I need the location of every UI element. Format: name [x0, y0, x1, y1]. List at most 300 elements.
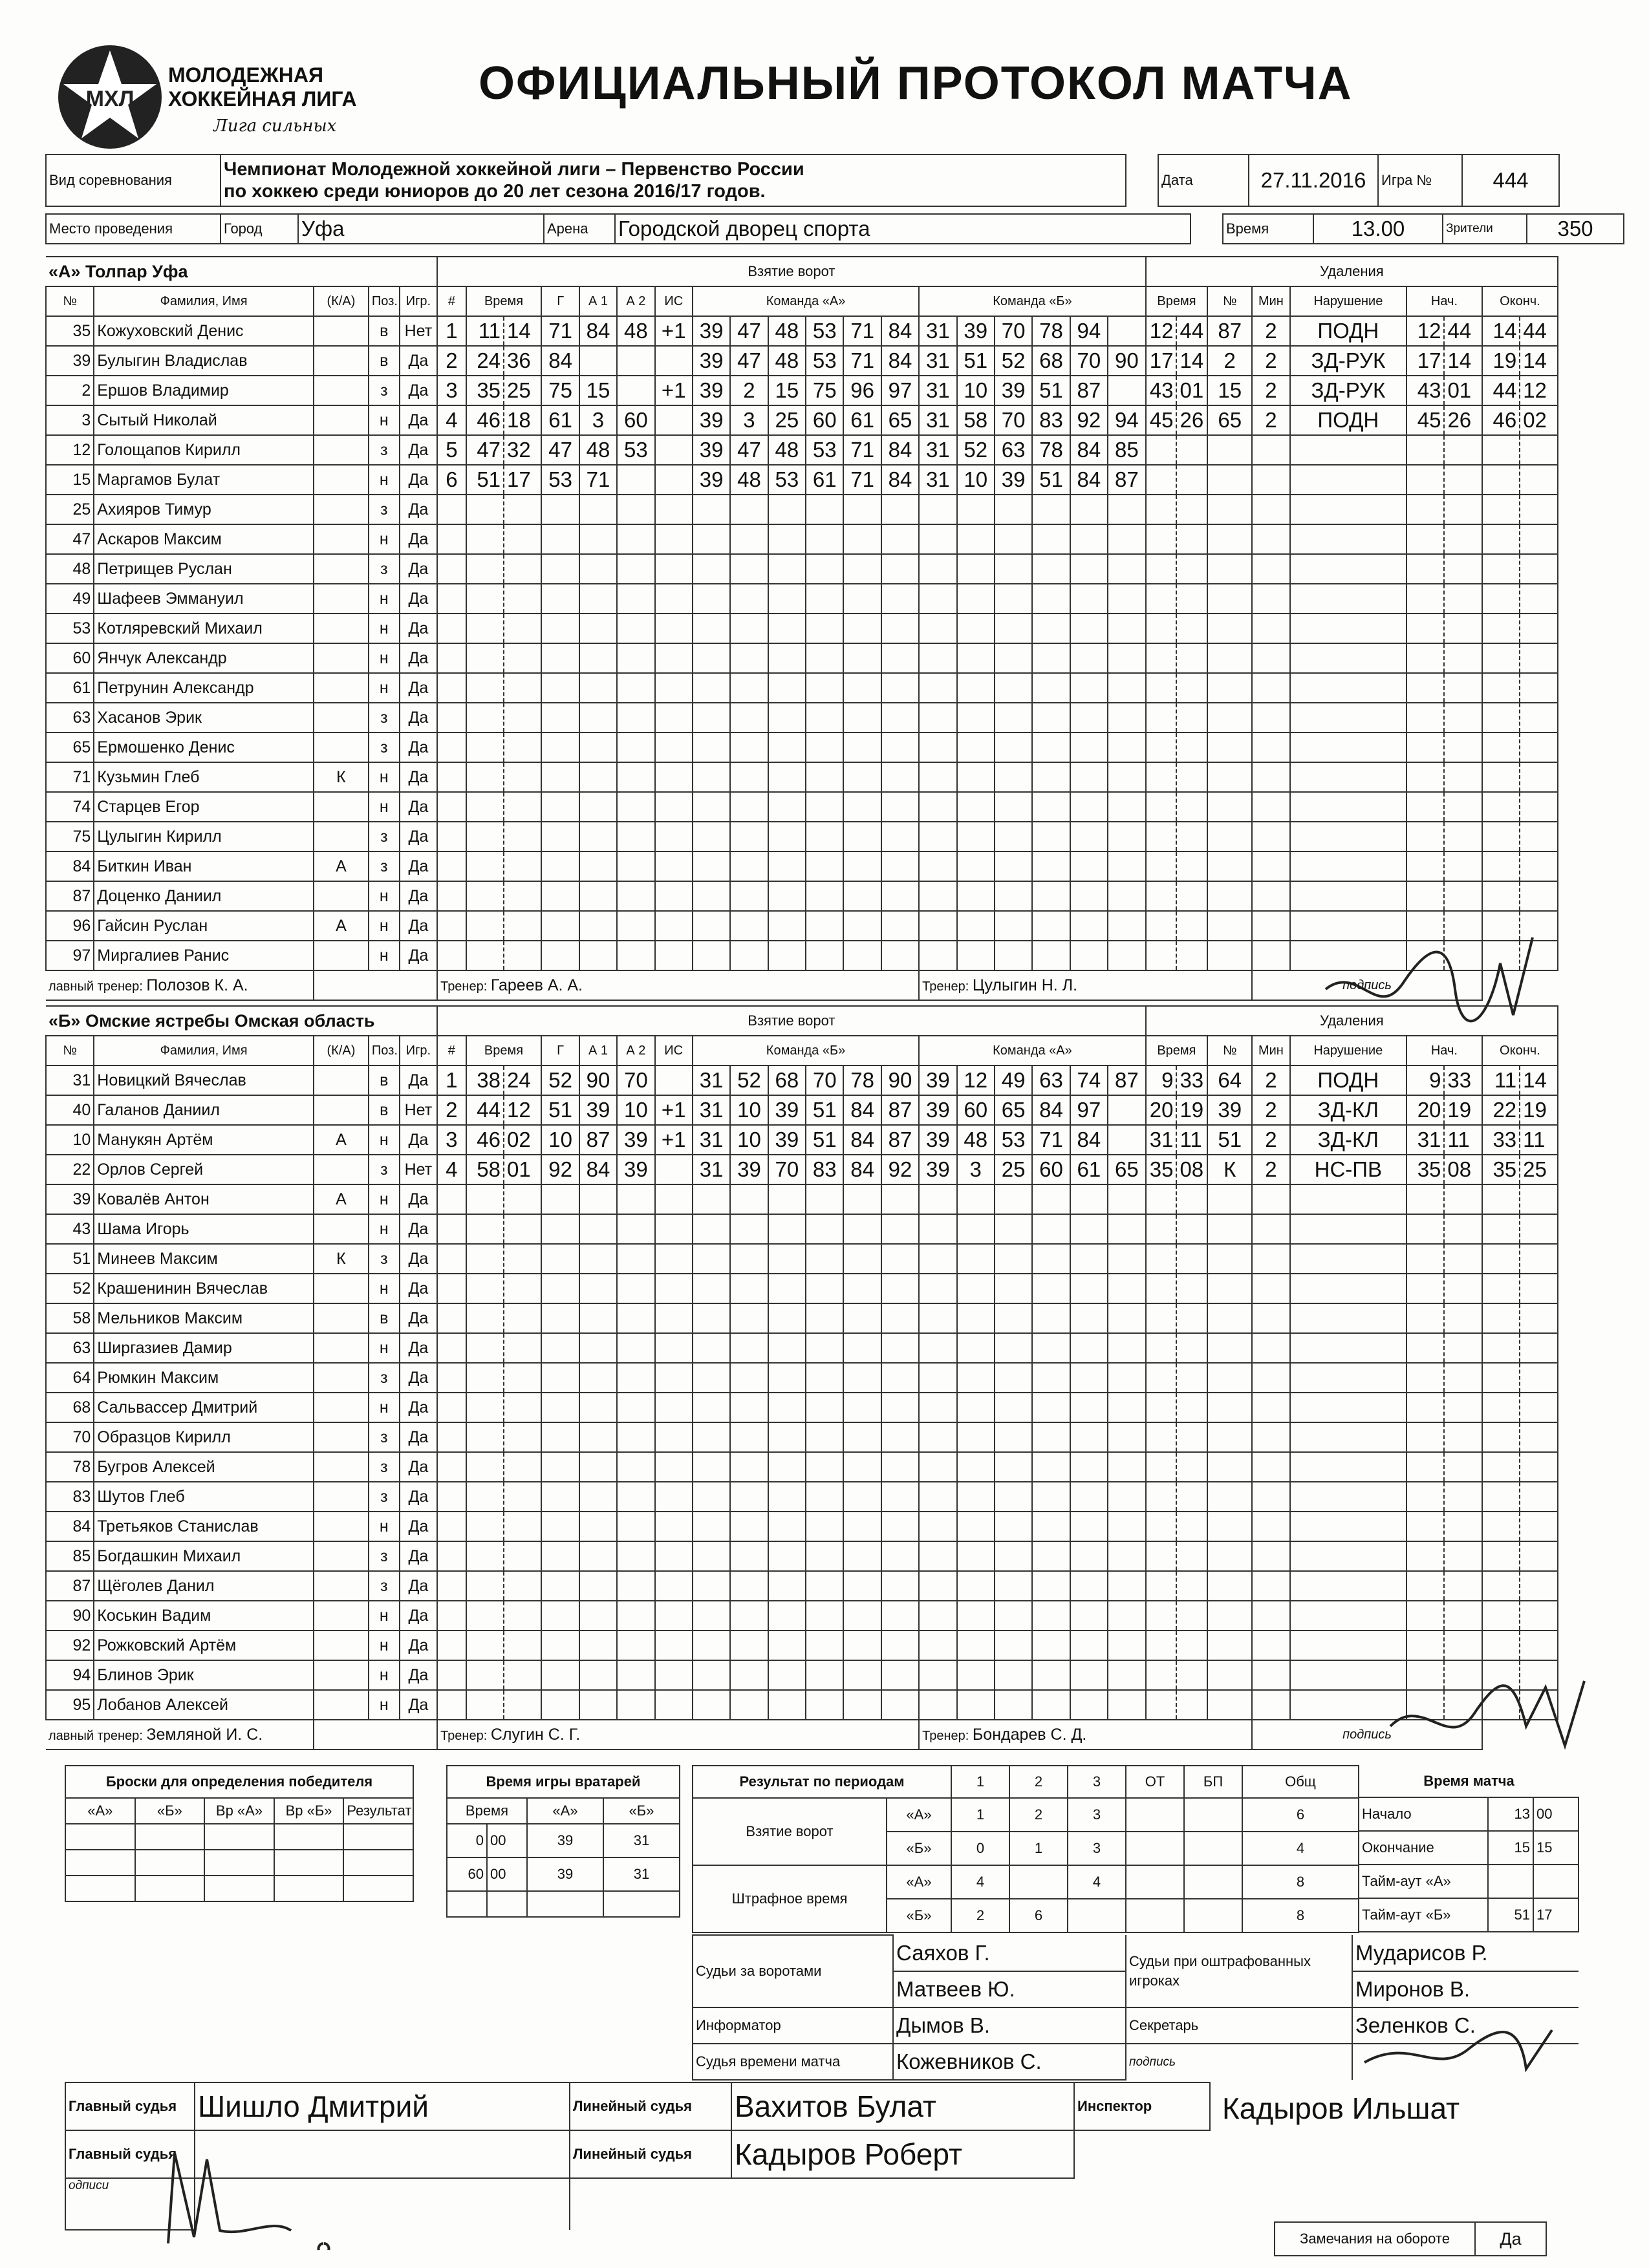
pen-player: 2 — [1207, 346, 1252, 376]
goals-b-bp — [1184, 1832, 1242, 1865]
on-ice-opp: 70 — [995, 316, 1032, 346]
player-position: з — [369, 495, 400, 524]
player-name: Новицкий Вячеслав — [94, 1065, 314, 1095]
goal-minute: 24 — [466, 346, 504, 376]
referee-2-label: Главный судья — [65, 2130, 195, 2178]
on-ice-opp: 87 — [1108, 465, 1146, 495]
player-row — [46, 1363, 1558, 1393]
on-ice-opp: 39 — [919, 1125, 956, 1155]
spectators-label: Зрители — [1443, 214, 1527, 244]
player-played: Да — [400, 1660, 437, 1690]
team-title: «А» Толпар Уфа — [46, 257, 437, 286]
on-ice-opp — [1108, 1095, 1146, 1125]
goal-minute: 51 — [466, 465, 504, 495]
secretary-value: Зеленков С. — [1352, 2007, 1579, 2044]
pen-end-min: 44 — [1482, 376, 1520, 405]
player-number: 95 — [46, 1690, 94, 1720]
timekeeper-label: Судья времени матча — [693, 2044, 893, 2080]
on-ice-opp: 85 — [1108, 435, 1146, 465]
player-number: 60 — [46, 643, 94, 673]
goal-assist-2: 10 — [617, 1095, 654, 1125]
player-number: 63 — [46, 703, 94, 733]
pen-start-min: 31 — [1406, 1125, 1444, 1155]
player-number: 68 — [46, 1393, 94, 1422]
player-played: Да — [400, 1274, 437, 1303]
player-row — [46, 1571, 1558, 1601]
goal-situation — [655, 405, 693, 435]
player-position: з — [369, 1363, 400, 1393]
goal-assist-1: 15 — [579, 376, 617, 405]
player-role — [314, 1541, 369, 1571]
on-ice-opp: 10 — [957, 376, 995, 405]
player-played: Да — [400, 524, 437, 554]
player-position: в — [369, 1065, 400, 1095]
coach-label: Тренер: — [922, 979, 969, 994]
on-ice-opp: 39 — [995, 376, 1032, 405]
period-pim-label: Штрафное время — [693, 1865, 887, 1932]
player-number: 58 — [46, 1303, 94, 1333]
col-opp-on-ice: Команда «Б» — [919, 286, 1146, 316]
player-position: з — [369, 1244, 400, 1274]
player-name: Старцев Егор — [94, 792, 314, 822]
player-played: Да — [400, 851, 437, 881]
arena-label: Арена — [544, 214, 615, 244]
col-number: № — [46, 1036, 94, 1065]
player-row — [46, 1125, 1558, 1155]
goal-assist-2: 53 — [617, 435, 654, 465]
player-row — [46, 1631, 1558, 1660]
player-number: 83 — [46, 1482, 94, 1512]
periods-label: Результат по периодам — [693, 1766, 951, 1798]
coach-2 — [919, 970, 1252, 1000]
on-ice-opp: 94 — [1070, 316, 1108, 346]
timeout-b-label: Тайм-аут «Б» — [1359, 1898, 1488, 1932]
on-ice-own: 51 — [806, 1095, 843, 1125]
pen-minute: 45 — [1146, 405, 1177, 435]
player-name: Доценко Даниил — [94, 881, 314, 911]
on-ice-own: 90 — [881, 1065, 919, 1095]
player-number: 2 — [46, 376, 94, 405]
on-ice-own: 71 — [843, 435, 881, 465]
player-played: Да — [400, 465, 437, 495]
pen-minutes: 2 — [1252, 346, 1289, 376]
pen-start-sec: 11 — [1444, 1125, 1482, 1155]
player-position: н — [369, 405, 400, 435]
col-goal-time: Время — [466, 1036, 542, 1065]
on-ice-opp: 31 — [919, 465, 956, 495]
shootout-col-b: «Б» — [135, 1798, 205, 1824]
player-row — [46, 1244, 1558, 1274]
player-number: 65 — [46, 733, 94, 762]
pen-end-min: 22 — [1482, 1095, 1520, 1125]
player-row — [46, 1303, 1558, 1333]
player-role — [314, 673, 369, 703]
on-ice-opp: 39 — [995, 465, 1032, 495]
player-row — [46, 643, 1558, 673]
on-ice-opp: 65 — [1108, 1155, 1146, 1184]
player-number: 63 — [46, 1333, 94, 1363]
goal-assist-2 — [617, 346, 654, 376]
on-ice-own: 31 — [693, 1155, 730, 1184]
goal-assist-2: 48 — [617, 316, 654, 346]
col-opp-on-ice: Команда «А» — [919, 1036, 1146, 1065]
player-number: 87 — [46, 1571, 94, 1601]
player-name: Рожковский Артём — [94, 1631, 314, 1660]
period-goals-label: Взятие ворот — [693, 1798, 887, 1865]
player-row — [46, 1184, 1558, 1214]
player-name: Петрищев Руслан — [94, 554, 314, 584]
pen-second: 44 — [1176, 316, 1207, 346]
goal-second: 02 — [504, 1125, 541, 1155]
player-row — [46, 941, 1558, 970]
player-role — [314, 1452, 369, 1482]
linesman-2: Кадыров Роберт — [731, 2130, 1074, 2178]
on-ice-own: 84 — [881, 435, 919, 465]
goal-scorer: 75 — [541, 376, 579, 405]
player-name: Кузьмин Глеб — [94, 762, 314, 792]
pen-end-sec: 02 — [1520, 405, 1558, 435]
goal-second: 14 — [504, 316, 541, 346]
match-time-label: Время матча — [1359, 1765, 1579, 1797]
start-hour: 13 — [1488, 1797, 1533, 1831]
goals-b-total: 4 — [1242, 1832, 1359, 1865]
player-number: 90 — [46, 1601, 94, 1631]
col-assist-1: А 1 — [579, 286, 617, 316]
on-ice-opp: 39 — [919, 1155, 956, 1184]
match-time-table — [1358, 1765, 1579, 1932]
on-ice-opp — [1108, 1125, 1146, 1155]
timeout-a-min — [1488, 1865, 1533, 1898]
team-a-short: «А» — [887, 1865, 951, 1899]
on-ice-own: 39 — [730, 1155, 768, 1184]
player-number: 49 — [46, 584, 94, 614]
pen-violation: ЗД-РУК — [1290, 346, 1406, 376]
on-ice-opp: 90 — [1108, 346, 1146, 376]
player-row — [46, 762, 1558, 792]
on-ice-opp: 52 — [995, 346, 1032, 376]
player-played: Да — [400, 762, 437, 792]
on-ice-opp: 83 — [1032, 405, 1070, 435]
player-played: Да — [400, 822, 437, 851]
col-captain: (К/А) — [314, 286, 369, 316]
player-role — [314, 1214, 369, 1244]
col-scorer: Г — [541, 286, 579, 316]
player-number: 15 — [46, 465, 94, 495]
on-ice-own: 47 — [730, 435, 768, 465]
player-role: А — [314, 911, 369, 941]
on-ice-own: 78 — [843, 1065, 881, 1095]
on-ice-opp: 3 — [957, 1155, 995, 1184]
goal-second: 25 — [504, 376, 541, 405]
start-label: Начало — [1359, 1797, 1488, 1831]
team-a-short: «А» — [887, 1798, 951, 1832]
linesman-2-label: Линейный судья — [570, 2130, 731, 2178]
goals-a-bp — [1184, 1798, 1242, 1832]
player-number: 71 — [46, 762, 94, 792]
player-number: 78 — [46, 1452, 94, 1482]
player-role — [314, 1512, 369, 1541]
goals-a-p1: 1 — [951, 1798, 1009, 1832]
player-number: 51 — [46, 1244, 94, 1274]
player-position: з — [369, 1155, 400, 1184]
player-position: н — [369, 1393, 400, 1422]
goals-a-total: 6 — [1242, 1798, 1359, 1832]
start-min: 00 — [1533, 1797, 1579, 1831]
player-played: Да — [400, 1601, 437, 1631]
player-role — [314, 1631, 369, 1660]
on-ice-own: 47 — [730, 346, 768, 376]
player-name: Орлов Сергей — [94, 1155, 314, 1184]
player-played: Да — [400, 1690, 437, 1720]
player-role — [314, 584, 369, 614]
player-role — [314, 1660, 369, 1690]
on-ice-opp: 78 — [1032, 435, 1070, 465]
competition-name — [221, 155, 1126, 206]
match-info-table — [45, 154, 1560, 207]
player-played: Да — [400, 1065, 437, 1095]
on-ice-opp: 51 — [1032, 376, 1070, 405]
player-name: Кожуховский Денис — [94, 316, 314, 346]
player-name: Аскаров Максим — [94, 524, 314, 554]
pen-violation: ПОДН — [1290, 316, 1406, 346]
shootout-label: Броски для определения победителя — [65, 1766, 413, 1798]
competition-line-1: Чемпионат Молодежной хоккейной лиги – Первенство России — [224, 159, 804, 180]
linesman-label: Линейный судья — [570, 2082, 731, 2130]
pen-minutes: 2 — [1252, 1155, 1289, 1184]
on-ice-opp: 39 — [957, 316, 995, 346]
player-name: Щёголев Данил — [94, 1571, 314, 1601]
game-number: 444 — [1462, 155, 1559, 206]
goal-second: 32 — [504, 435, 541, 465]
player-number: 48 — [46, 554, 94, 584]
goals-a-p2: 2 — [1009, 1798, 1068, 1832]
player-played: Да — [400, 1363, 437, 1393]
player-position: н — [369, 1214, 400, 1244]
coach-2-name: Бондарев С. Д. — [972, 1725, 1087, 1744]
player-role — [314, 376, 369, 405]
competition-line-2: по хоккею среди юниоров до 20 лет сезона 2016/17 годов. — [224, 181, 766, 202]
on-ice-own: 39 — [693, 465, 730, 495]
player-row — [46, 1422, 1558, 1452]
goal-second: 36 — [504, 346, 541, 376]
on-ice-own: 3 — [730, 405, 768, 435]
goalie-time-sec: 00 — [487, 1857, 527, 1891]
period-col-3: 3 — [1068, 1766, 1126, 1798]
goal-number: 4 — [437, 405, 466, 435]
player-role: А — [314, 1125, 369, 1155]
goal-assist-2: 60 — [617, 405, 654, 435]
player-position: н — [369, 465, 400, 495]
spectators-value: 350 — [1527, 214, 1624, 244]
player-position: з — [369, 822, 400, 851]
on-ice-opp: 92 — [1070, 405, 1108, 435]
player-name: Третьяков Станислав — [94, 1512, 314, 1541]
on-ice-opp: 51 — [957, 346, 995, 376]
on-ice-own: 84 — [843, 1095, 881, 1125]
goal-number: 2 — [437, 1095, 466, 1125]
player-played: Да — [400, 941, 437, 970]
goal-minute: 58 — [466, 1155, 504, 1184]
goal-minute: 46 — [466, 1125, 504, 1155]
pen-end-sec: 14 — [1520, 346, 1558, 376]
col-pen-number: № — [1207, 286, 1252, 316]
pen-minutes: 2 — [1252, 316, 1289, 346]
col-position: Поз. — [369, 286, 400, 316]
goal-minute: 35 — [466, 376, 504, 405]
player-role — [314, 881, 369, 911]
player-number: 35 — [46, 316, 94, 346]
pim-a-p2 — [1009, 1865, 1068, 1899]
goal-second: 18 — [504, 405, 541, 435]
logo-line-2: ХОККЕЙНАЯ ЛИГА — [168, 87, 357, 111]
player-number: 22 — [46, 1155, 94, 1184]
player-row — [46, 495, 1558, 524]
pen-violation: ПОДН — [1290, 405, 1406, 435]
player-role — [314, 1571, 369, 1601]
penalty-judges-label: Судьи при оштрафованных игроках — [1126, 1935, 1352, 2007]
end-hour: 15 — [1488, 1831, 1533, 1865]
head-coach-label: лавный тренер: — [48, 1728, 143, 1743]
player-played: Да — [400, 673, 437, 703]
col-number: № — [46, 286, 94, 316]
player-played: Да — [400, 405, 437, 435]
player-row — [46, 1065, 1558, 1095]
on-ice-opp: 31 — [919, 405, 956, 435]
venue-label: Место проведения — [46, 214, 221, 244]
head-coach-name: Полозов К. А. — [146, 976, 248, 994]
goal-second: 24 — [504, 1065, 541, 1095]
player-name: Шутов Глеб — [94, 1482, 314, 1512]
pen-player: 65 — [1207, 405, 1252, 435]
player-position: н — [369, 524, 400, 554]
player-name: Минеев Максим — [94, 1244, 314, 1274]
player-role — [314, 465, 369, 495]
player-row — [46, 376, 1558, 405]
col-pen-minutes: Мин — [1252, 286, 1289, 316]
player-row — [46, 524, 1558, 554]
player-name: Хасанов Эрик — [94, 703, 314, 733]
pen-start-min: 17 — [1406, 346, 1444, 376]
col-situation: ИС — [655, 1036, 693, 1065]
player-row — [46, 1274, 1558, 1303]
player-played: Да — [400, 1512, 437, 1541]
col-violation: Нарушение — [1290, 1036, 1406, 1065]
player-played: Да — [400, 435, 437, 465]
player-position: н — [369, 1333, 400, 1363]
pen-start-sec: 26 — [1444, 405, 1482, 435]
player-played: Да — [400, 614, 437, 643]
player-number: 75 — [46, 822, 94, 851]
player-played: Да — [400, 1631, 437, 1660]
goal-minute: 44 — [466, 1095, 504, 1125]
player-played: Да — [400, 376, 437, 405]
player-name: Бугров Алексей — [94, 1452, 314, 1482]
on-ice-opp: 84 — [1070, 465, 1108, 495]
player-row — [46, 1214, 1558, 1244]
team-b-short: «Б» — [887, 1899, 951, 1932]
player-position: н — [369, 673, 400, 703]
player-name: Шафеев Эммануил — [94, 584, 314, 614]
pen-player: К — [1207, 1155, 1252, 1184]
col-pen-end: Оконч. — [1482, 1036, 1558, 1065]
goal-scorer: 71 — [541, 316, 579, 346]
timeout-b-min: 51 — [1488, 1898, 1533, 1932]
goal-number: 1 — [437, 1065, 466, 1095]
periods-table — [692, 1765, 1359, 1933]
period-col-2: 2 — [1009, 1766, 1068, 1798]
pen-start-min: 20 — [1406, 1095, 1444, 1125]
player-role — [314, 1482, 369, 1512]
player-played: Да — [400, 495, 437, 524]
pen-second: 11 — [1176, 1125, 1207, 1155]
goal-situation: +1 — [655, 376, 693, 405]
on-ice-own: 53 — [806, 346, 843, 376]
on-ice-own: 53 — [806, 435, 843, 465]
player-role — [314, 941, 369, 970]
goal-assist-2: 39 — [617, 1125, 654, 1155]
penalty-judge-1: Мударисов Р. — [1352, 1935, 1579, 1971]
player-played: Да — [400, 1482, 437, 1512]
player-played: Нет — [400, 1155, 437, 1184]
period-col-bp: БП — [1184, 1766, 1242, 1798]
pen-end-sec: 44 — [1520, 316, 1558, 346]
end-min: 15 — [1533, 1831, 1579, 1865]
player-role — [314, 346, 369, 376]
goal-number: 6 — [437, 465, 466, 495]
on-ice-opp: 74 — [1070, 1065, 1108, 1095]
goals-a-ot — [1126, 1798, 1184, 1832]
on-ice-own: 51 — [806, 1125, 843, 1155]
player-position: н — [369, 1512, 400, 1541]
match-date: 27.11.2016 — [1249, 155, 1378, 206]
head-coach-label: лавный тренер: — [48, 979, 143, 994]
goal-situation: +1 — [655, 1125, 693, 1155]
on-ice-own: 39 — [768, 1095, 806, 1125]
player-position: н — [369, 614, 400, 643]
on-ice-own: 48 — [768, 435, 806, 465]
pen-start-sec: 44 — [1444, 316, 1482, 346]
on-ice-opp: 39 — [919, 1095, 956, 1125]
goal-assist-2 — [617, 465, 654, 495]
on-ice-opp: 51 — [1032, 465, 1070, 495]
goal-scorer: 47 — [541, 435, 579, 465]
on-ice-opp: 10 — [957, 465, 995, 495]
goal-scorer: 51 — [541, 1095, 579, 1125]
player-name: Гайсин Руслан — [94, 911, 314, 941]
timekeeper-value: Кожевников С. — [893, 2044, 1126, 2080]
player-role — [314, 614, 369, 643]
player-row — [46, 1333, 1558, 1363]
player-role — [314, 405, 369, 435]
on-ice-own: 96 — [843, 376, 881, 405]
on-ice-opp — [1108, 376, 1146, 405]
goal-scorer: 84 — [541, 346, 579, 376]
officials-signature-label: подпись — [1126, 2044, 1352, 2080]
player-number: 94 — [46, 1660, 94, 1690]
player-row — [46, 346, 1558, 376]
pen-minutes: 2 — [1252, 1065, 1289, 1095]
player-role — [314, 1095, 369, 1125]
linesman-1: Вахитов Булат — [731, 2082, 1074, 2130]
on-ice-opp: 52 — [957, 435, 995, 465]
pen-end-min: 35 — [1482, 1155, 1520, 1184]
player-name: Голощапов Кирилл — [94, 435, 314, 465]
player-played: Да — [400, 1422, 437, 1452]
head-coach — [46, 1720, 314, 1749]
pim-a-p1: 4 — [951, 1865, 1009, 1899]
player-row — [46, 1601, 1558, 1631]
pen-violation: ПОДН — [1290, 1065, 1406, 1095]
